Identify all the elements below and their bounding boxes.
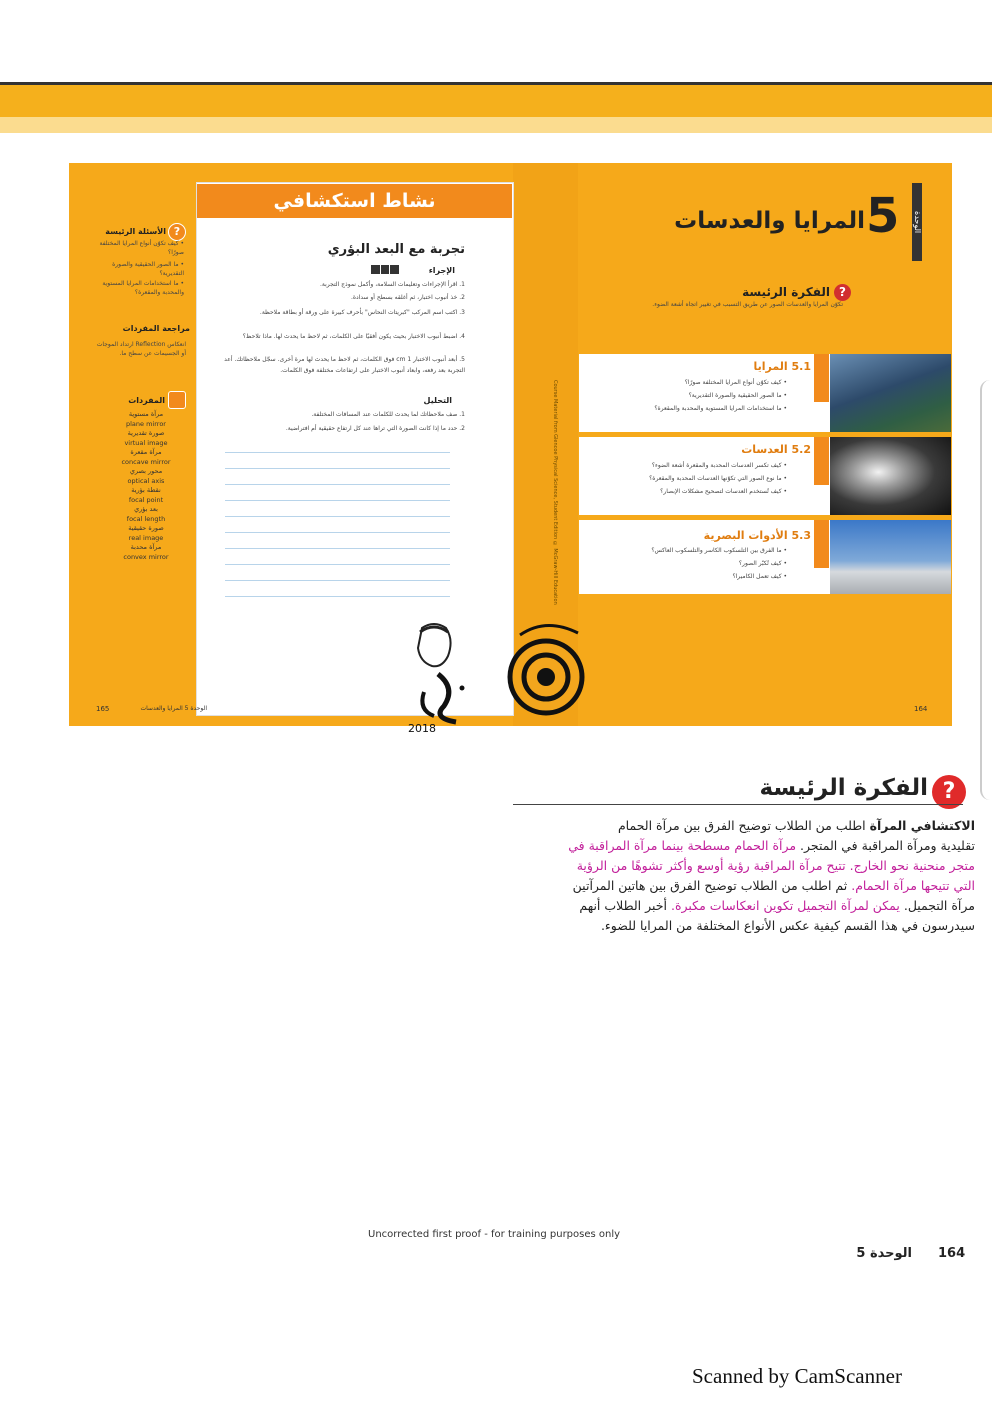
seal-text [490,615,498,616]
vocab-term-en: real image [128,533,164,542]
vocab-term-en: focal point [128,495,164,504]
analysis-label: التحليل [423,396,452,405]
main-idea-line-1 [515,816,975,835]
top-orange-band [0,85,992,117]
main-idea-text: تكوّن المرايا والعدسات الصور عن طريق التسبب في تغيير اتجاه أشعة الضوء. [652,301,843,308]
vocab-term-en: convex mirror [123,552,169,561]
main-idea-answer-segment: متجر منحنية نحو الخارج. تتيح مرآة المراقبة رؤية أوسع وأكثر تشوهًا من الرؤية [576,858,975,873]
section-5-3-title: الأدوات البصرية [703,529,788,542]
vocab-term-ar: مرآة محدبة [130,543,162,551]
vocab-term-en: optical axis [127,476,165,485]
main-idea-segment: الاكتشافي المرآة [869,818,975,833]
main-idea-rule [513,804,963,805]
main-idea-answer-segment: التي تتيحها مرآة الحمام. [851,878,975,893]
unit-number: 5 [866,188,900,244]
vocab-term-ar: محور بصري [129,467,163,475]
safety-icons [371,265,399,274]
section-5-3-bullet: • كيف تُكبّر الصور؟ [738,560,787,567]
key-question-2: • ما الصور الحقيقية والصورة التقديرية؟ [112,261,184,277]
vocab-term-ar: صورة تقديرية [127,429,165,437]
vocab-term-en: virtual image [124,438,168,447]
review-vocab-label: مراجعة المفردات [122,324,190,333]
section-5-1-bullet: • ما استخدامات المرايا المستوية والمحدبة والمقعرة؟ [654,405,787,412]
section-tab [814,354,829,402]
section-5-2-bullet: • كيف تكسر العدسات المحدبة والمقعرة أشعة الضوء؟ [651,462,787,469]
section-5-2-title: العدسات [741,443,788,456]
stamp-year: 2018 [408,722,436,735]
section-5-3-heading [690,529,811,542]
procedure-step-5: 5. أبعد أنبوب الاختبار 1 cm فوق الكلمات، ثم لاحظ ما يحدث لها مرة أخرى. سجّل ملاحظاتك. أعد التجربة بعد رفعه، وابعاد أنبوب الاختبار على ارتفاعات مختلفة فوق الكلمات. [224,356,465,374]
section-5-2-number: 5.2 [791,443,811,456]
procedure-step-2: 2. خذ أنبوب اختبار، ثم أغلقه بسطح أو سدادة. [350,294,465,301]
portrait-sketch-icon [404,618,480,738]
answer-line [225,564,450,565]
unit-title: المرايا والعدسات [674,208,865,234]
main-idea-segment: سيدرسون في هذا القسم كيفية عكس الأنواع المختلفة من المرايا للضوء. [600,918,975,933]
activity-header: نشاط استكشافي [197,184,512,218]
seal-emblem-icon [490,615,600,725]
procedure-label: الإجراء [428,266,455,275]
gloves-icon [390,265,399,274]
main-idea-question-icon: ? [932,775,966,809]
main-idea-line-6 [515,916,975,935]
lab-coat-icon [381,265,390,274]
main-idea-line-2 [515,836,975,855]
answer-line [225,596,450,597]
scanner-credit: Scanned by CamScanner [692,1364,902,1388]
vocab-term-en: plane mirror [126,419,166,428]
section-5-1-bullet: • ما الصور الحقيقية والصورة التقديرية؟ [688,392,787,399]
safety-goggles-icon [371,265,380,274]
main-idea-segment: ثم اطلب من الطلاب توضيح الفرق بين هاتين المرآتين [572,878,852,893]
key-questions-icon: ? [168,223,186,241]
main-idea-segment: مرآة التجميل. [899,898,975,913]
procedure-step-1: 1. اقرأ الإجراءات وتعليمات السلامة، وأكمل نموذج التجربة. [319,281,465,288]
main-idea-line-5 [515,896,975,915]
observatory-photo [830,520,951,594]
procedure-step-3: 3. اكتب اسم المركب "كبريتات النحاس" بأحرف كبيرة على ورقة أو بطاقة ملاحظة. [259,309,465,316]
mall-photo [830,354,951,432]
main-idea-answer-segment: مرآة الحمام مسطحة بينما مرآة المراقبة في [568,838,797,853]
spine-credit: Course Material from Glencoe Physical Science, Student Edition © McGraw-Hill Education [552,380,558,605]
unit-label-badge: الوحدة [912,183,922,261]
footer-page-number: 164 [938,1246,966,1261]
answer-line [225,532,450,533]
zayed-year-stamp [404,618,480,738]
main-idea-segment: أخبر الطلاب أنهم [579,898,671,913]
main-idea-segment: تقليدية ومرآة المراقبة في المتجر. [796,838,975,853]
key-question-1: • كيف تكوّن أنواع المرايا المختلفة صورًا؟ [99,240,184,256]
answer-line [225,484,450,485]
section-tab [814,437,829,485]
answer-line [225,468,450,469]
top-light-band [0,117,992,133]
answer-line [225,548,450,549]
main-idea-line-4 [515,876,975,895]
vocabulary-icon [168,391,186,409]
main-idea-answer-segment: يمكن لمرآة التجميل تكوين انعكاسات مكبرة. [670,898,900,913]
vocab-term-ar: نقطة بؤرية [131,486,161,494]
analysis-item-1: 1. صف ملاحظاتك لما يحدث للكلمات عند المسافات المختلفة. [311,411,465,418]
analysis-item-2: 2. حدد ما إذا كانت الصورة التي تراها عند كل ارتفاع حقيقية أم افتراضية. [285,425,465,432]
activity-title: تجربة مع البعد البؤري [327,242,465,257]
vocabulary-list [108,410,184,562]
section-5-1-bullet: • كيف تكوّن أنواع المرايا المختلفة صورًا؟ [684,379,787,386]
review-vocab-text: انعكاس Reflection ارتداد الموجات أو الجسيمات عن سطح ما. [96,341,186,357]
answer-line [225,500,450,501]
section-tab [814,520,829,568]
main-idea-segment: اطلب من الطلاب توضيح الفرق بين مرآة الحمام [617,818,870,833]
key-questions-label: الأسئلة الرئيسة [105,227,166,236]
section-5-3-bullet: • كيف تعمل الكاميرا؟ [732,573,787,580]
answer-line [225,580,450,581]
answer-line [225,516,450,517]
vocab-term-ar: صورة حقيقية [128,524,164,532]
section-5-1-number: 5.1 [791,360,811,373]
main-idea-icon: ? [834,284,851,301]
section-5-2-bullet: • كيف تُستخدم العدسات لتصحيح مشكلات الإبصار؟ [660,488,787,495]
main-idea-line-3 [515,856,975,875]
lens-light-photo [830,437,951,515]
page-edge-tab [980,380,992,800]
vocab-term-en: focal length [126,514,166,523]
right-page-number: 164 [914,705,928,713]
stamp-name [404,618,406,619]
vocabulary-label: المفردات [128,396,165,405]
vocab-term-ar: مرآة مستوية [128,410,164,418]
section-5-2-heading [722,443,811,456]
footer-unit-label: الوحدة 5 [856,1246,912,1261]
section-5-2-bullet: • ما نوع الصور التي تكوّنها العدسات المحدبة والمقعرة؟ [649,475,787,482]
vocab-term-en: concave mirror [121,457,171,466]
main-idea-title: الفكرة الرئيسة [759,775,928,801]
section-5-3-bullet: • ما الفرق بين التلسكوب الكاسر والتلسكوب العاكس؟ [651,547,787,554]
left-page-number: 165 [96,705,110,713]
vocab-term-ar: بعد بؤري [134,505,158,513]
section-5-3-number: 5.3 [791,529,811,542]
answer-line [225,452,450,453]
key-question-3: • ما استخدامات المرايا المستوية والمحدبة والمقعرة؟ [102,280,184,296]
fakhr-al-watan-seal [490,615,600,725]
procedure-step-4: 4. اضبط أنبوب الاختبار بحيث يكون أفقيًا على الكلمات، ثم لاحظ ما يحدث لها. ماذا تلاحظ؟ [242,333,465,340]
section-5-1-heading [747,360,811,373]
section-5-1-title: المرايا [753,360,788,373]
proof-notice: Uncorrected first proof - for training purposes only [368,1229,621,1240]
main-idea-label: الفكرة الرئيسة [742,285,830,299]
left-page-footer: الوحدة 5 المرايا والعدسات [140,705,207,712]
vocab-term-ar: مرآة مقعرة [130,448,162,456]
